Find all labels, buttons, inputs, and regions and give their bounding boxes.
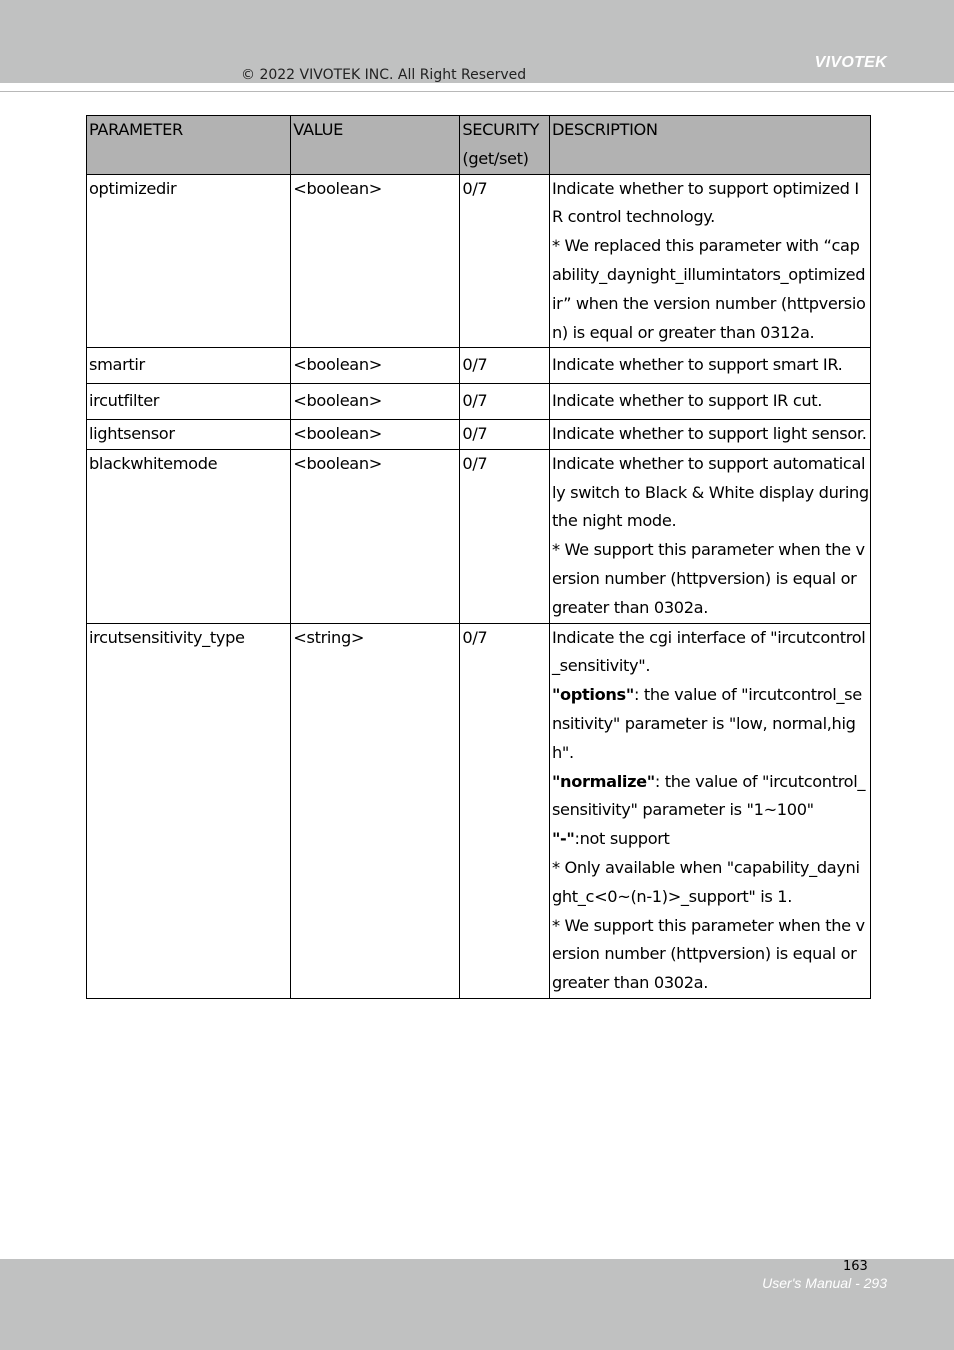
option-keyword: "normalize" (551, 771, 655, 791)
cell-description (549, 449, 870, 623)
cell-value: <boolean> (291, 419, 460, 449)
header-divider (0, 91, 954, 92)
cell-security: 0/7 (460, 623, 550, 998)
table-row (87, 623, 871, 998)
cell-description (549, 623, 870, 998)
description-option (552, 825, 869, 854)
description-text: Indicate whether to support automatically switch to Black & White display during the night mode. (551, 453, 869, 531)
cell-description (549, 384, 870, 420)
cell-security: 0/7 (460, 449, 550, 623)
col-header-value: VALUE (291, 116, 460, 175)
option-text: :not support (574, 829, 670, 849)
col-header-description: DESCRIPTION (549, 116, 870, 175)
table-row (87, 174, 871, 348)
copyright-notice: © 2022 VIVOTEK INC. All Right Reserved (241, 67, 527, 83)
description-note: * We support this parameter when the version number (httpversion) is equal or greater than 0302a. (551, 915, 865, 993)
description-note: * We support this parameter when the version number (httpversion) is equal or greater than 0302a. (551, 540, 865, 617)
description-text: Indicate the cgi interface of "ircutcontrol_sensitivity". (551, 627, 866, 676)
description-option (552, 681, 869, 767)
cell-parameter: ircutfilter (87, 384, 291, 420)
description-text: Indicate whether to support light sensor. (551, 423, 867, 443)
table-row (87, 348, 871, 384)
cell-parameter: optimizedir (87, 174, 291, 348)
table-row (87, 384, 871, 420)
cell-description (549, 174, 870, 348)
cell-parameter: blackwhitemode (87, 449, 291, 623)
cell-value: <boolean> (291, 449, 460, 623)
cell-value: <boolean> (291, 348, 460, 384)
option-keyword: "-" (551, 829, 575, 849)
cell-parameter: ircutsensitivity_type (87, 623, 291, 998)
option-keyword: "options" (551, 685, 634, 705)
col-header-parameter: PARAMETER (87, 116, 291, 175)
cell-security: 0/7 (460, 384, 550, 420)
table-header-row (87, 116, 871, 175)
cell-description (549, 348, 870, 384)
parameter-table (86, 115, 871, 999)
manual-page-reference: User's Manual - 293 (762, 1275, 887, 1291)
description-text: Indicate whether to support IR cut. (551, 391, 823, 411)
col-header-security (460, 116, 550, 175)
cell-description (549, 419, 870, 449)
col-header-security-line2: (get/set) (462, 148, 529, 168)
description-note: * Only available when "capability_daynight_c<0~(n-1)>_support" is 1. (551, 857, 860, 906)
cell-value: <boolean> (291, 174, 460, 348)
cell-security: 0/7 (460, 174, 550, 348)
option-text: : the value of "ircutcontrol_sensitivity" parameter is "1~100" (551, 771, 866, 820)
cell-value: <string> (291, 623, 460, 998)
description-note: * We replaced this parameter with “capability_daynight_illumintators_optimizedir” when the version number (httpversion) is equal or greater than 0312a. (551, 236, 866, 342)
page-number: 163 (843, 1259, 868, 1274)
cell-security: 0/7 (460, 419, 550, 449)
col-header-security-line1: SECURITY (462, 120, 540, 139)
footer-band (0, 1259, 954, 1350)
cell-parameter: lightsensor (87, 419, 291, 449)
description-text: Indicate whether to support smart IR. (551, 355, 843, 375)
table-row (87, 449, 871, 623)
description-text: Indicate whether to support optimized IR control technology. (551, 178, 859, 227)
brand-logo-text: VIVOTEK (814, 54, 887, 71)
option-text: : the value of "ircutcontrol_sensitivity" parameter is "low, normal,high". (551, 685, 862, 762)
cell-value: <boolean> (291, 384, 460, 420)
cell-security: 0/7 (460, 348, 550, 384)
cell-parameter: smartir (87, 348, 291, 384)
description-option (552, 768, 869, 826)
table-row (87, 419, 871, 449)
